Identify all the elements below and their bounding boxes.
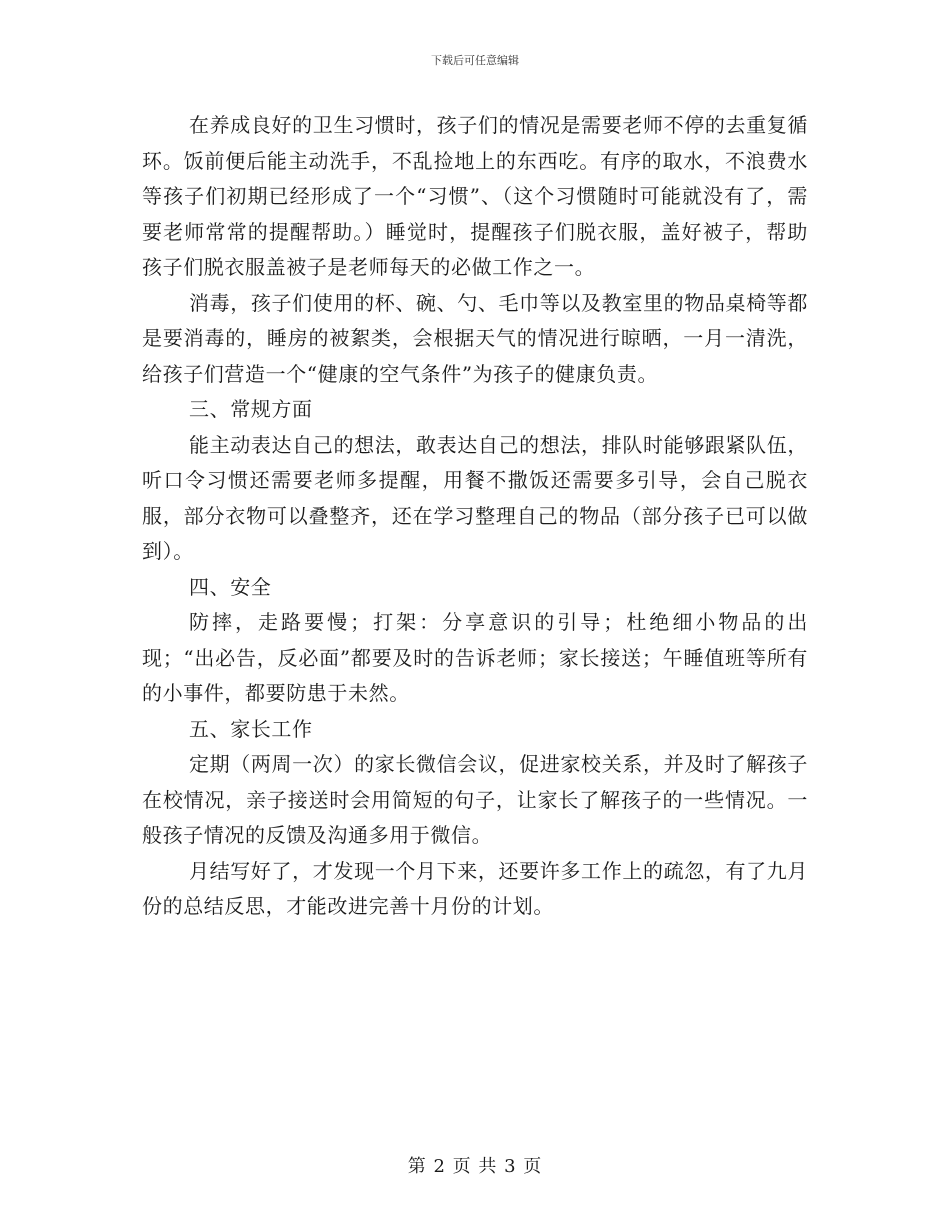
paragraph-hygiene-habits: 在养成良好的卫生习惯时，孩子们的情况是需要老师不停的去重复循环。饭前便后能主动洗手，不乱捡地上的东西吃。有序的取水，不浪费水等孩子们初期已经形成了一个“习惯”、（这个习惯随时可能就没有了，需要老师常常的提醒帮助。）睡觉时，提醒孩子们脱衣服，盖好被子，帮助孩子们脱衣服盖被子是老师每天的必做工作之一。 <box>142 113 808 279</box>
section-heading-routine: 三、常规方面 <box>189 397 313 421</box>
paragraph-safety: 防摔，走路要慢；打架：分享意识的引导；杜绝细小物品的出现；“出必告，反必面”都要及时的告诉老师；家长接送；午睡值班等所有的小事件，都要防患于未然。 <box>142 610 808 705</box>
section-heading-parent-work: 五、家长工作 <box>189 716 313 741</box>
paragraph-disinfection: 消毒，孩子们使用的杯、碗、勺、毛巾等以及教室里的物品桌椅等都是要消毒的，睡房的被絮类，会根据天气的情况进行晾晒，一月一清洗，给孩子们营造一个“健康的空气条件”为孩子的健康负责。 <box>142 290 808 386</box>
section-heading-safety: 四、安全 <box>189 574 272 599</box>
document-body <box>142 108 808 925</box>
paragraph-routine: 能主动表达自己的想法，敢表达自己的想法，排队时能够跟紧队伍，听口令习惯还需要老师多提醒，用餐不撒饭还需要多引导，会自己脱衣服，部分衣物可以叠整齐，还在学习整理自己的物品（部分孩子已可以做到）。 <box>142 432 808 563</box>
paragraph-parent-work: 定期（两周一次）的家长微信会议，促进家校关系，并及时了解孩子在校情况，亲子接送时会用简短的句子，让家长了解孩子的一些情况。一般孩子情况的反馈及沟通多用于微信。 <box>142 752 808 847</box>
paragraph-conclusion: 月结写好了，才发现一个月下来，还要许多工作上的疏忽，有了九月份的总结反思，才能改进完善十月份的计划。 <box>142 858 808 918</box>
page-header: 下载后可任意编辑 <box>431 54 519 67</box>
page-number-footer: 第 2 页 共 3 页 <box>407 1156 543 1177</box>
